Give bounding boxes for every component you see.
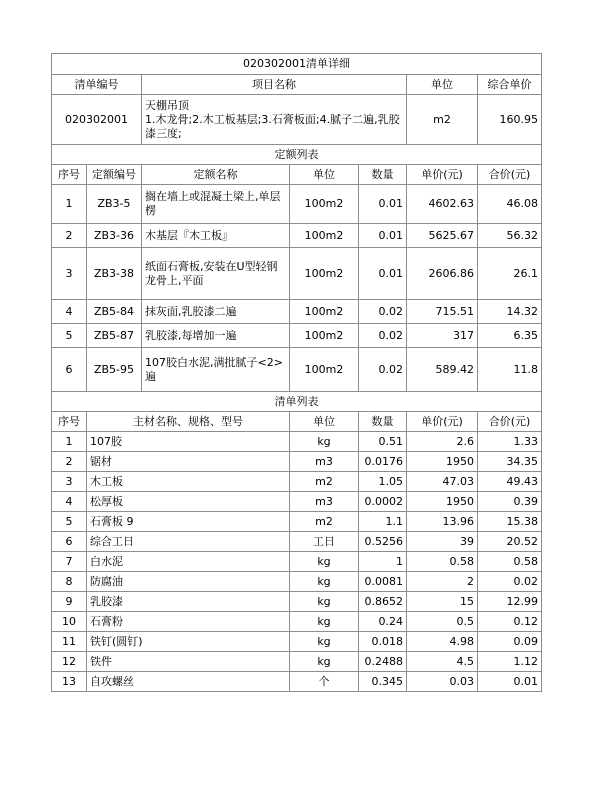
- material-unit: m2: [290, 472, 359, 492]
- material-total: 0.01: [478, 672, 542, 692]
- bill-detail-table: [51, 53, 542, 692]
- quota-total: 46.08: [478, 185, 542, 224]
- quota-qty: 0.01: [359, 224, 407, 248]
- quota-total: 6.35: [478, 324, 542, 348]
- quota-code: ZB5-95: [87, 348, 142, 392]
- material-total: 1.12: [478, 652, 542, 672]
- material-row: [52, 432, 542, 452]
- material-unit: 个: [290, 672, 359, 692]
- material-qty: 0.0002: [359, 492, 407, 512]
- quota-row: [52, 324, 542, 348]
- material-row: [52, 672, 542, 692]
- material-price: 2.6: [407, 432, 478, 452]
- material-name: 铁件: [87, 652, 290, 672]
- item-row: [52, 95, 542, 145]
- material-unit: 工日: [290, 532, 359, 552]
- material-name: 白水泥: [87, 552, 290, 572]
- material-qty: 1: [359, 552, 407, 572]
- quota-unit: 100m2: [290, 348, 359, 392]
- material-no: 11: [52, 632, 87, 652]
- material-qty: 1.1: [359, 512, 407, 532]
- material-name: 木工板: [87, 472, 290, 492]
- material-no: 9: [52, 592, 87, 612]
- material-no: 7: [52, 552, 87, 572]
- material-total: 0.09: [478, 632, 542, 652]
- material-no: 10: [52, 612, 87, 632]
- materials-section-title: 清单列表: [52, 392, 542, 412]
- material-name: 铁钉(圆钉): [87, 632, 290, 652]
- material-name: 综合工日: [87, 532, 290, 552]
- material-qty: 0.345: [359, 672, 407, 692]
- material-price: 4.5: [407, 652, 478, 672]
- material-qty: 0.2488: [359, 652, 407, 672]
- quota-total: 56.32: [478, 224, 542, 248]
- material-no: 4: [52, 492, 87, 512]
- material-header-unit: 单位: [290, 412, 359, 432]
- quota-header-qty: 数量: [359, 165, 407, 185]
- item-name: [142, 95, 407, 145]
- material-row: [52, 612, 542, 632]
- quota-code: ZB3-38: [87, 248, 142, 300]
- material-no: 3: [52, 472, 87, 492]
- material-header-qty: 数量: [359, 412, 407, 432]
- material-unit: kg: [290, 632, 359, 652]
- material-row: [52, 492, 542, 512]
- quota-unit: 100m2: [290, 324, 359, 348]
- material-total: 49.43: [478, 472, 542, 492]
- quota-no: 6: [52, 348, 87, 392]
- material-qty: 0.0176: [359, 452, 407, 472]
- material-row: [52, 512, 542, 532]
- quota-no: 2: [52, 224, 87, 248]
- quota-code: ZB3-5: [87, 185, 142, 224]
- material-header-price: 单价(元): [407, 412, 478, 432]
- material-row: [52, 532, 542, 552]
- quota-no: 4: [52, 300, 87, 324]
- material-total: 20.52: [478, 532, 542, 552]
- header-name: 项目名称: [142, 75, 407, 95]
- quota-header-no: 序号: [52, 165, 87, 185]
- quota-row: [52, 224, 542, 248]
- quota-price: 715.51: [407, 300, 478, 324]
- material-unit: kg: [290, 592, 359, 612]
- material-name: 松厚板: [87, 492, 290, 512]
- material-unit: kg: [290, 612, 359, 632]
- quota-total: 26.1: [478, 248, 542, 300]
- quota-no: 3: [52, 248, 87, 300]
- quota-header-name: 定额名称: [142, 165, 290, 185]
- material-row: [52, 572, 542, 592]
- quota-name: 107胶白水泥,满批腻子<2>遍: [142, 348, 290, 392]
- quota-qty: 0.02: [359, 300, 407, 324]
- quota-price: 2606.86: [407, 248, 478, 300]
- materials-header-row: [52, 412, 542, 432]
- material-qty: 1.05: [359, 472, 407, 492]
- quota-code: ZB5-87: [87, 324, 142, 348]
- material-price: 39: [407, 532, 478, 552]
- quota-name: 抹灰面,乳胶漆二遍: [142, 300, 290, 324]
- material-header-name: 主材名称、规格、型号: [87, 412, 290, 432]
- quota-row: [52, 348, 542, 392]
- material-total: 0.12: [478, 612, 542, 632]
- material-price: 1950: [407, 492, 478, 512]
- material-unit: m3: [290, 452, 359, 472]
- material-total: 15.38: [478, 512, 542, 532]
- material-row: [52, 632, 542, 652]
- material-price: 2: [407, 572, 478, 592]
- material-total: 0.02: [478, 572, 542, 592]
- item-name-line2: 1.木龙骨;2.木工板基层;3.石膏板面;4.腻子二遍,乳胶漆三度;: [145, 112, 400, 140]
- material-qty: 0.51: [359, 432, 407, 452]
- quota-price: 589.42: [407, 348, 478, 392]
- quota-row: [52, 248, 542, 300]
- material-unit: kg: [290, 572, 359, 592]
- material-unit: kg: [290, 552, 359, 572]
- material-total: 1.33: [478, 432, 542, 452]
- material-name: 石膏粉: [87, 612, 290, 632]
- material-name: 自攻螺丝: [87, 672, 290, 692]
- material-price: 0.03: [407, 672, 478, 692]
- material-row: [52, 592, 542, 612]
- material-price: 1950: [407, 452, 478, 472]
- quota-total: 11.8: [478, 348, 542, 392]
- material-no: 13: [52, 672, 87, 692]
- item-header-row: [52, 75, 542, 95]
- quota-unit: 100m2: [290, 248, 359, 300]
- material-no: 2: [52, 452, 87, 472]
- material-qty: 0.8652: [359, 592, 407, 612]
- material-no: 5: [52, 512, 87, 532]
- quota-row: [52, 185, 542, 224]
- quota-section-row: [52, 145, 542, 165]
- quota-no: 1: [52, 185, 87, 224]
- material-unit: m2: [290, 512, 359, 532]
- quota-unit: 100m2: [290, 185, 359, 224]
- material-price: 0.58: [407, 552, 478, 572]
- quota-section-title: 定额列表: [52, 145, 542, 165]
- item-name-line1: 天棚吊顶: [145, 98, 189, 112]
- material-total: 12.99: [478, 592, 542, 612]
- quota-header-code: 定额编号: [87, 165, 142, 185]
- quota-qty: 0.01: [359, 185, 407, 224]
- material-total: 34.35: [478, 452, 542, 472]
- material-qty: 0.0081: [359, 572, 407, 592]
- material-no: 1: [52, 432, 87, 452]
- quota-row: [52, 300, 542, 324]
- material-price: 0.5: [407, 612, 478, 632]
- quota-qty: 0.02: [359, 324, 407, 348]
- material-price: 13.96: [407, 512, 478, 532]
- material-name: 乳胶漆: [87, 592, 290, 612]
- quota-header-unit: 单位: [290, 165, 359, 185]
- quota-no: 5: [52, 324, 87, 348]
- quota-name: 乳胶漆,每增加一遍: [142, 324, 290, 348]
- quota-code: ZB3-36: [87, 224, 142, 248]
- material-header-total: 合价(元): [478, 412, 542, 432]
- item-unit: m2: [407, 95, 478, 145]
- quota-price: 5625.67: [407, 224, 478, 248]
- quota-unit: 100m2: [290, 224, 359, 248]
- quota-qty: 0.02: [359, 348, 407, 392]
- material-unit: m3: [290, 492, 359, 512]
- material-price: 15: [407, 592, 478, 612]
- material-no: 6: [52, 532, 87, 552]
- material-row: [52, 652, 542, 672]
- material-total: 0.58: [478, 552, 542, 572]
- quota-name: 搁在墙上或混凝土梁上,单层楞: [142, 185, 290, 224]
- material-qty: 0.018: [359, 632, 407, 652]
- material-total: 0.39: [478, 492, 542, 512]
- material-header-no: 序号: [52, 412, 87, 432]
- material-unit: kg: [290, 652, 359, 672]
- quota-total: 14.32: [478, 300, 542, 324]
- quota-unit: 100m2: [290, 300, 359, 324]
- material-no: 8: [52, 572, 87, 592]
- item-price: 160.95: [478, 95, 542, 145]
- quota-code: ZB5-84: [87, 300, 142, 324]
- quota-header-row: [52, 165, 542, 185]
- quota-name: 纸面石膏板,安装在U型轻钢龙骨上,平面: [142, 248, 290, 300]
- header-unit: 单位: [407, 75, 478, 95]
- material-qty: 0.24: [359, 612, 407, 632]
- material-no: 12: [52, 652, 87, 672]
- material-name: 107胶: [87, 432, 290, 452]
- item-code: 020302001: [52, 95, 142, 145]
- quota-header-total: 合价(元): [478, 165, 542, 185]
- material-price: 4.98: [407, 632, 478, 652]
- material-name: 防腐油: [87, 572, 290, 592]
- header-price: 综合单价: [478, 75, 542, 95]
- material-name: 锯材: [87, 452, 290, 472]
- material-row: [52, 552, 542, 572]
- quota-name: 木基层『木工板』: [142, 224, 290, 248]
- page-title: 020302001清单详细: [52, 54, 542, 75]
- material-qty: 0.5256: [359, 532, 407, 552]
- title-row: [52, 54, 542, 75]
- material-price: 47.03: [407, 472, 478, 492]
- quota-header-price: 单价(元): [407, 165, 478, 185]
- quota-price: 317: [407, 324, 478, 348]
- materials-section-row: [52, 392, 542, 412]
- material-row: [52, 452, 542, 472]
- material-row: [52, 472, 542, 492]
- material-name: 石膏板 9: [87, 512, 290, 532]
- quota-qty: 0.01: [359, 248, 407, 300]
- material-unit: kg: [290, 432, 359, 452]
- header-code: 清单编号: [52, 75, 142, 95]
- quota-price: 4602.63: [407, 185, 478, 224]
